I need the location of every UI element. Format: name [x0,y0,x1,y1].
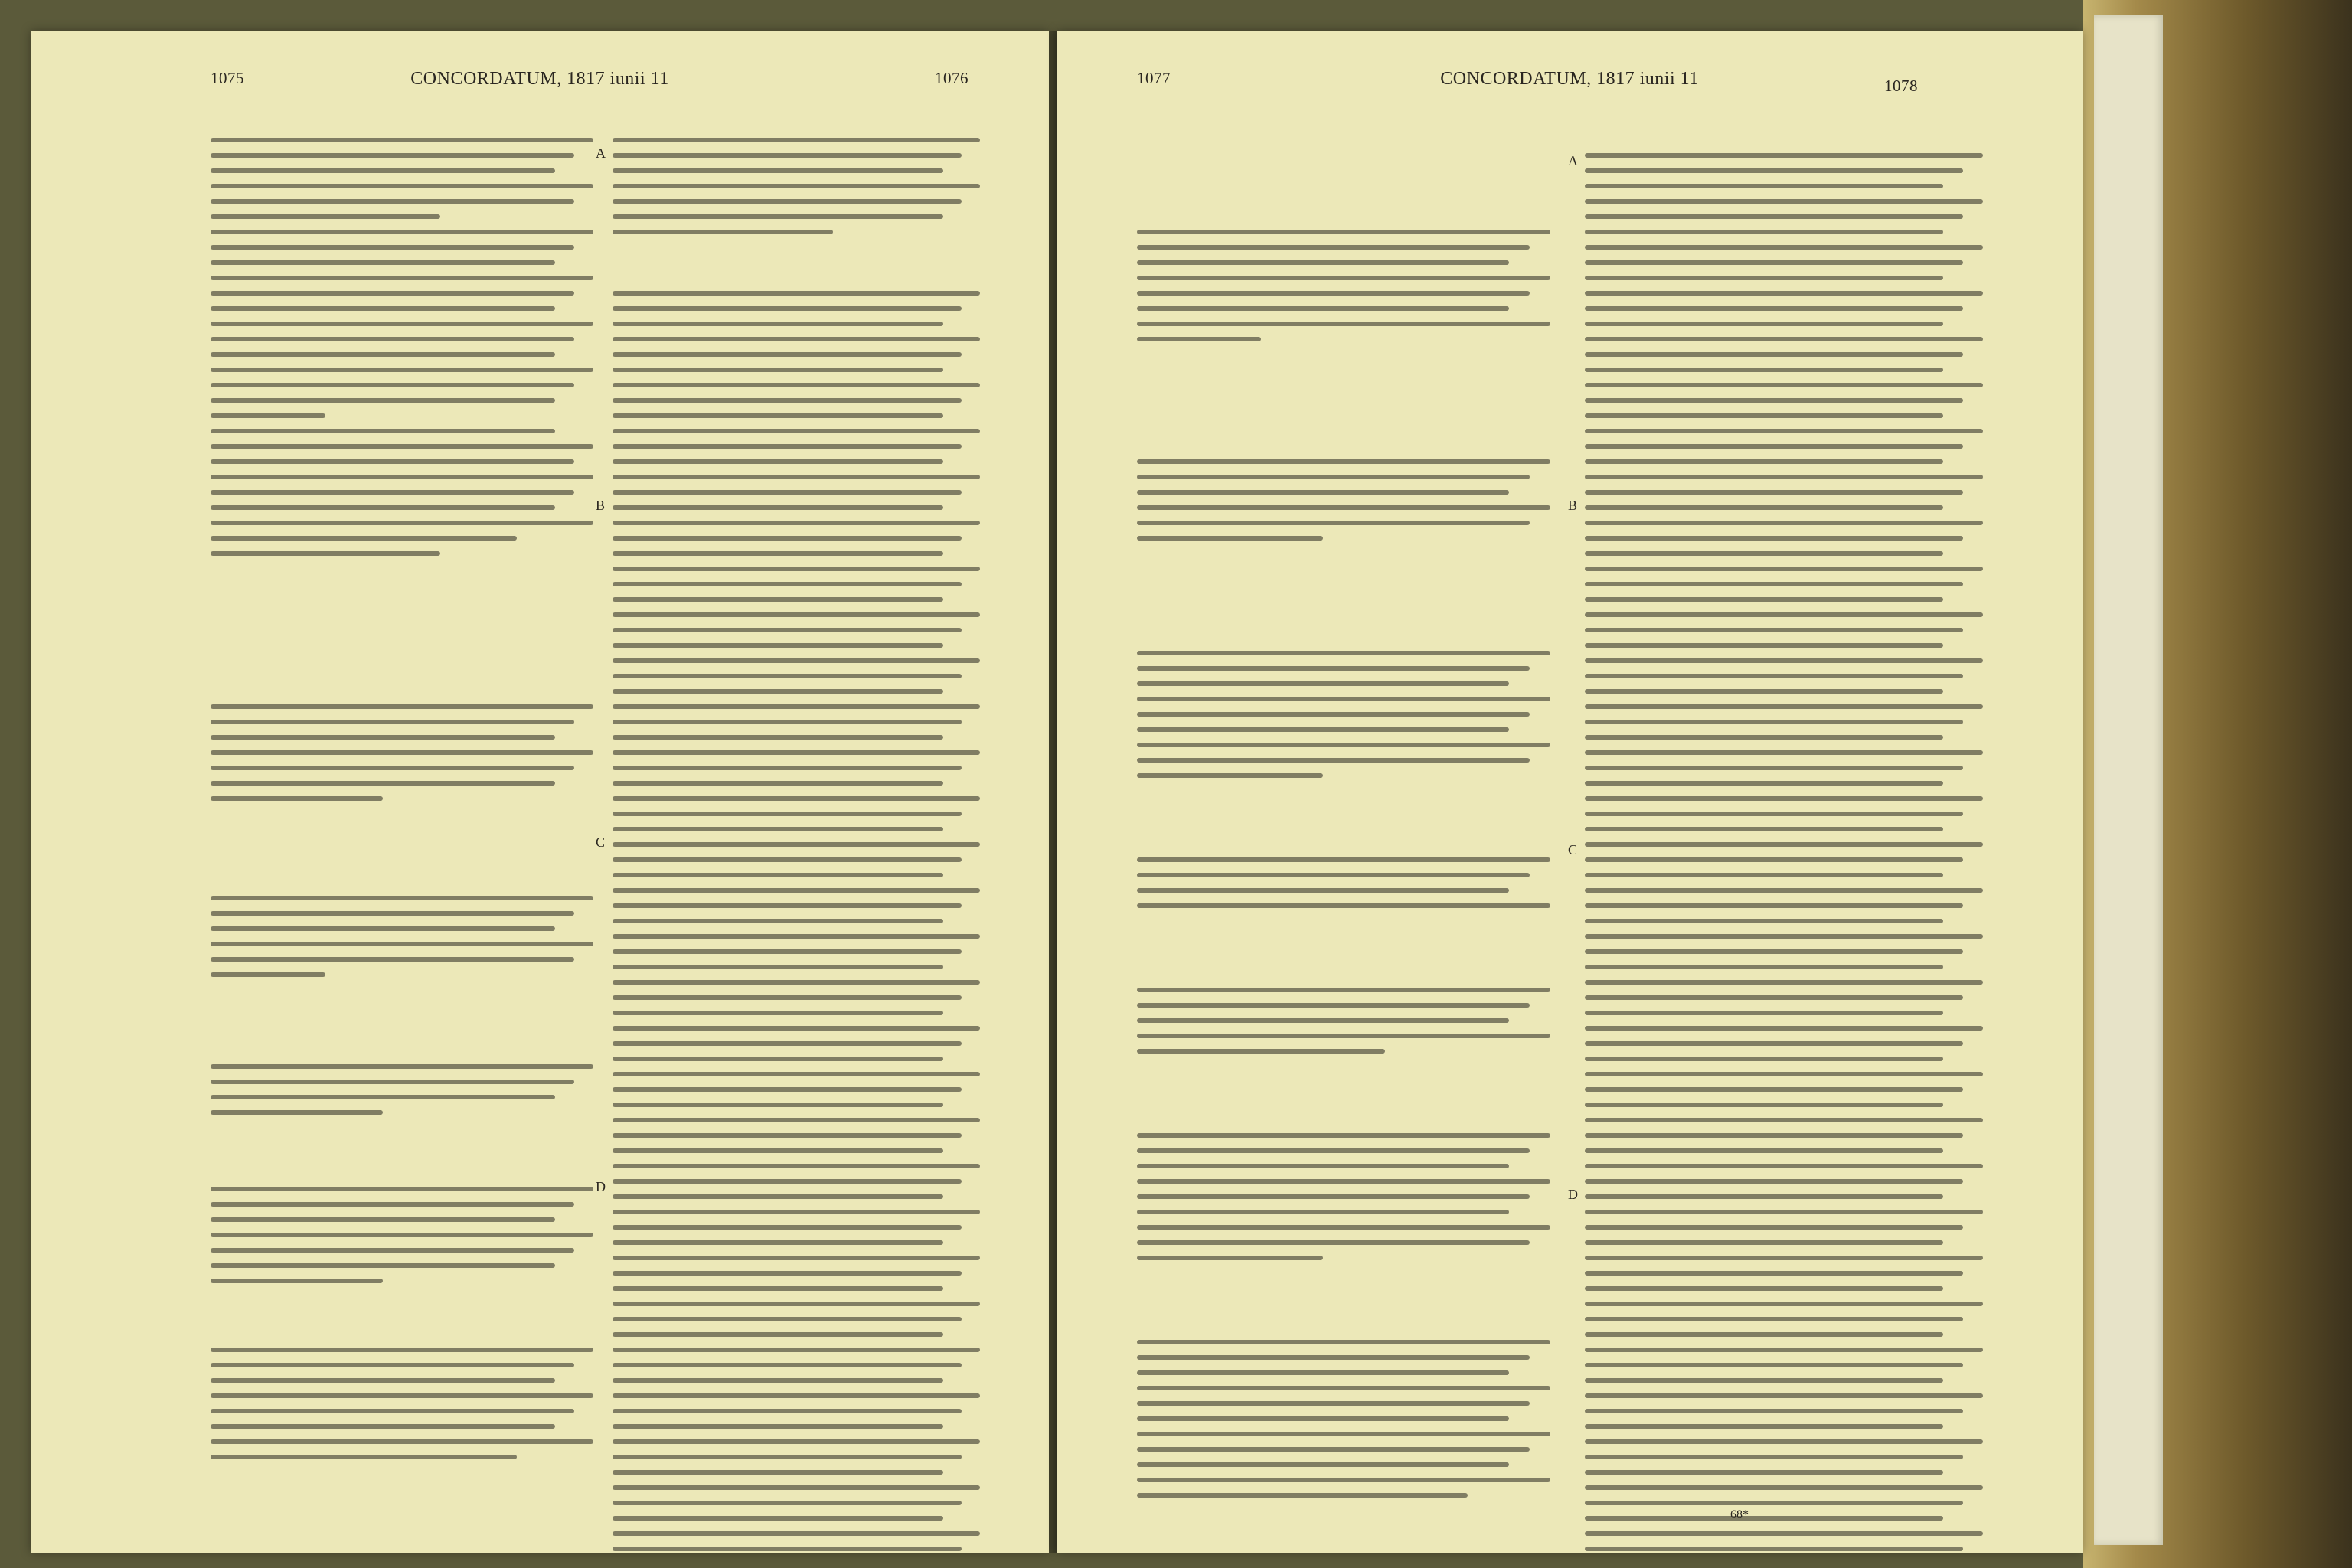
paragraph [211,1348,593,1459]
signature-mark: 68* [1730,1508,1749,1521]
right-page [1057,31,2082,1553]
running-title: CONCORDATUM, 1817 iunii 11 [410,69,669,89]
paragraph [211,704,593,801]
section-marker: A [1568,153,1578,168]
section-marker: D [596,1179,606,1194]
paragraph [1137,988,1550,1054]
section-marker: A [596,145,606,161]
left-column [211,138,593,1530]
section-marker: B [1568,498,1578,513]
paragraph [1585,153,1983,1553]
right-page-header [1057,69,2082,107]
right-column [1585,138,1983,1530]
page-number: 1077 [1137,69,1171,87]
page-number: 1078 [1884,77,1918,95]
paragraph [1137,858,1550,908]
paragraph [1137,230,1550,341]
running-title: CONCORDATUM, 1817 iunii 11 [1440,69,1699,89]
paragraph [1137,459,1550,541]
page-number: 1075 [211,69,244,87]
left-page-header [31,69,1049,107]
paragraph [1137,1133,1550,1260]
right-column [612,138,980,1530]
paragraph [211,1064,593,1115]
paragraph [1137,651,1550,778]
paragraph [211,1187,593,1283]
page-number: 1076 [935,69,969,87]
section-marker: D [1568,1187,1578,1202]
paragraph [612,138,980,234]
left-column [1137,138,1550,1530]
paragraph [211,138,593,556]
section-marker: C [596,835,606,850]
section-marker: C [1568,842,1578,858]
section-marker: B [596,498,606,513]
paragraph [211,896,593,977]
left-page [31,31,1049,1553]
paragraph [612,291,980,1553]
paragraph [1137,1340,1550,1498]
page-stack-edge [2094,15,2163,1545]
